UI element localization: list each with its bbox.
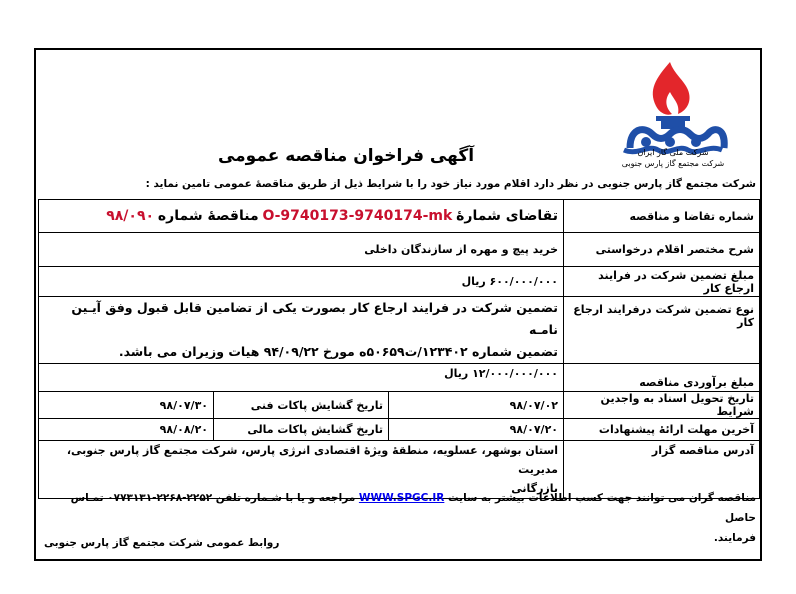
tender-prefix: مناقصهٔ شماره xyxy=(157,208,259,224)
table-row-guarantee-amount xyxy=(39,267,760,297)
page-title: آگهی فراخوان مناقصه عمومی xyxy=(217,146,475,166)
financial-opening-value: ۹۸/۰۸/۲۰ xyxy=(39,419,214,441)
deadline-value: ۹۸/۰۷/۲۰ xyxy=(389,419,564,441)
technical-opening-label: تاریخ گشایش پاکات فنی xyxy=(214,392,389,419)
table-row-request-no xyxy=(39,200,760,233)
intro-text: شرکت مجتمع گاز پارس جنوبی در نظر دارد اقلام مورد نیاز خود را با شرایط ذیل از طریق مناقصهٔ عمومی تامین نماید : xyxy=(145,178,756,190)
guarantee-amount-value: ۶۰۰/۰۰۰/۰۰۰ ریال xyxy=(39,267,564,297)
technical-opening-value: ۹۸/۰۷/۳۰ xyxy=(39,392,214,419)
deadline-label: آخرین مهلت ارائهٔ پیشنهادات xyxy=(564,419,760,441)
request-prefix: تقاضای شمارهٔ xyxy=(456,208,558,224)
nigc-logo xyxy=(608,56,738,168)
delivery-value: ۹۸/۰۷/۰۲ xyxy=(389,392,564,419)
signature: روابط عمومی شرکت مجتمع گاز پارس جنوبی xyxy=(44,537,280,549)
request-no-label: شماره تقاضا و مناقصه xyxy=(564,200,760,233)
table-row-items xyxy=(39,233,760,267)
guarantee-amount-label: مبلغ تضمین شرکت در فرایند ارجاع کار xyxy=(564,267,760,297)
guarantee-type-line-2: تضمین شماره ۱۲۳۴۰۲/ت۵۰۶۵۹ه مورخ ۹۴/۰۹/۲۲ هیات وزیران می باشد. xyxy=(118,344,558,359)
guarantee-type-value xyxy=(39,297,564,364)
advertisement-frame xyxy=(34,48,762,561)
logo-caption-1: شرکت ملی گاز ایران xyxy=(637,148,709,157)
address-label: آدرس مناقصه گزار xyxy=(564,441,760,499)
financial-opening-label: تاریخ گشایش پاکات مالی xyxy=(214,419,389,441)
tender-details-table xyxy=(38,199,760,499)
estimate-label: مبلغ برآوردی مناقصه xyxy=(564,364,760,392)
items-value: خرید پیچ و مهره از سازندگان داخلی xyxy=(39,233,564,267)
delivery-label: تاریخ تحویل اسناد به واجدین شرایط xyxy=(564,392,760,419)
website-link[interactable]: WWW.SPGC.IR xyxy=(358,492,445,504)
table-row-guarantee-type xyxy=(39,297,760,364)
guarantee-type-label: نوع تضمین شرکت درفرایند ارجاع کار xyxy=(564,297,760,364)
footer-text-3: فرمایند. xyxy=(713,532,756,544)
footer-text-2: مراجعه و یا با شـماره تلفن ۲۲۵۲-۲۲۶۸-۰۷۷۳۱۳۱ تمـاس حاصل xyxy=(70,492,756,524)
request-number: O-9740173-9740174-mk xyxy=(262,208,453,224)
tender-number: ۹۸/۰۹۰ xyxy=(106,208,155,224)
address-line-2: بازرگانی xyxy=(511,482,558,495)
address-line-1: استان بوشهر، عسلویه، منطقهٔ ویژهٔ اقتصادی انرژی پارس، شرکت مجتمع گاز پارس جنوبی، مدیریت xyxy=(66,444,558,476)
footer-text-1: مناقصه گران می توانند جهت کسب اطلاعات بیشتر به سایت xyxy=(448,492,756,504)
table-row-deadline xyxy=(39,419,760,441)
request-no-value xyxy=(39,200,564,233)
estimate-value: ۱۲/۰۰۰/۰۰۰/۰۰۰ ریال xyxy=(39,364,564,392)
items-label: شرح مختصر اقلام درخواستی xyxy=(564,233,760,267)
logo-caption-2: شرکت مجتمع گاز پارس جنوبی xyxy=(621,159,725,168)
table-row-estimate xyxy=(39,364,760,392)
guarantee-type-line-1: تضمین شرکت در فرایند ارجاع کار بصورت یکی از تضامین قابل قبول وفق آیـین نامـه xyxy=(71,300,558,337)
table-row-delivery xyxy=(39,392,760,419)
